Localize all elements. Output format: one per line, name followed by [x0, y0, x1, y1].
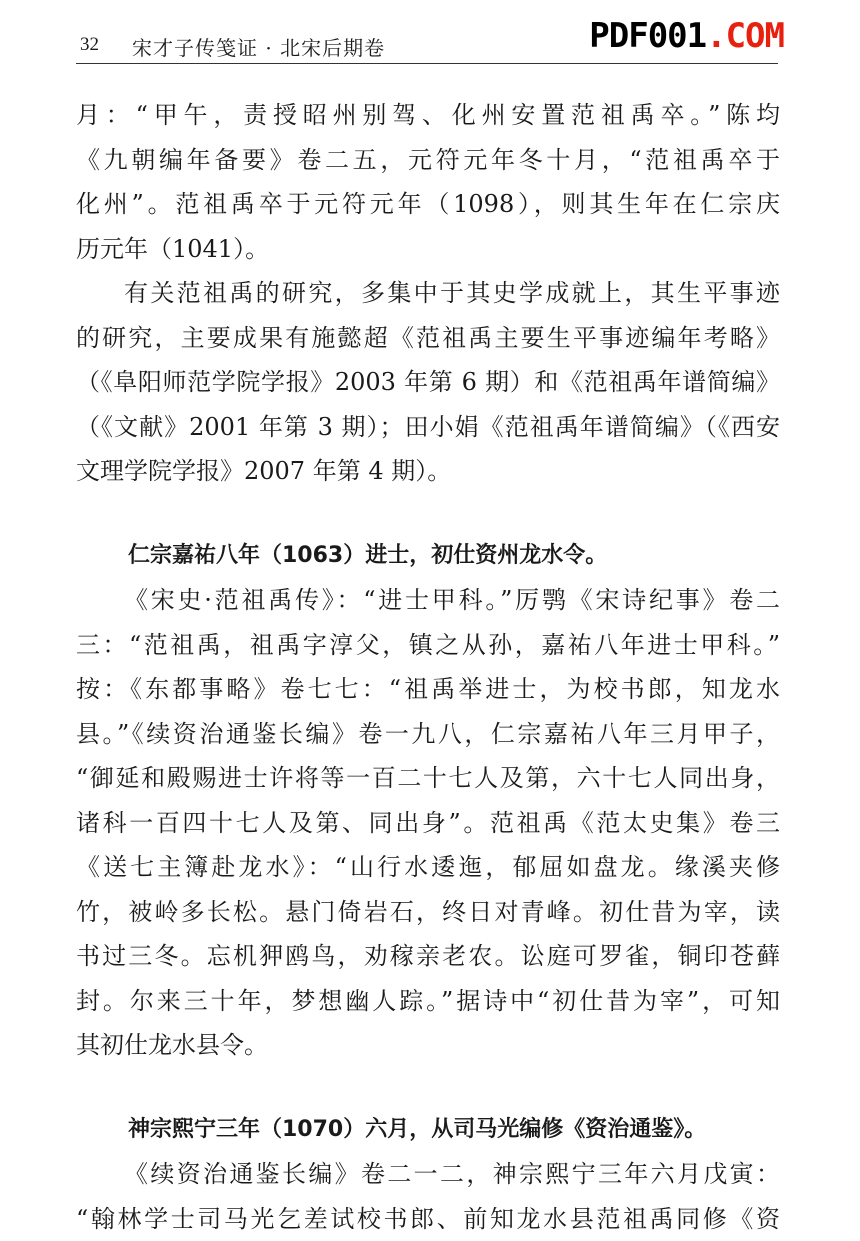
text-line: 书过三冬。忘机狎鸥鸟，劝稼亲老农。讼庭可罗雀，铜印苍藓: [76, 934, 780, 979]
text-line: 诸科一百四十七人及第、同出身”。范祖禹《范太史集》卷三: [76, 801, 780, 846]
text-line: 有关范祖禹的研究，多集中于其史学成就上，其生平事迹: [76, 271, 780, 316]
section-heading: 神宗熙宁三年（1070）六月，从司马光编修《资治通鉴》。: [76, 1108, 780, 1153]
text-line: 文理学院学报》2007 年第 4 期）。: [76, 449, 780, 494]
text-line: 县。”《续资治通鉴长编》卷一九八，仁宗嘉祐八年三月甲子，: [76, 712, 780, 757]
text-line: 三：“范祖禹，祖禹字淳父，镇之从孙，嘉祐八年进士甲科。”: [76, 623, 780, 668]
page-header: [80, 30, 780, 66]
page-number: 32: [80, 34, 99, 56]
text-line: 其初仕龙水县令。: [76, 1023, 780, 1068]
text-line: 《续资治通鉴长编》卷二一二，神宗熙宁三年六月戊寅：: [76, 1152, 780, 1197]
watermark-logo: [589, 16, 784, 56]
page-body: [76, 93, 780, 1241]
text-line: 《送七主簿赴龙水》：“山行水逶迤，郁屈如盘龙。缘溪夹修: [76, 845, 780, 890]
text-line: 历元年（1041）。: [76, 227, 780, 272]
text-line: 化州”。范祖禹卒于元符元年（1098），则其生年在仁宗庆: [76, 182, 780, 227]
text-line: 《九朝编年备要》卷二五，元符元年冬十月，“范祖禹卒于: [76, 138, 780, 183]
text-line: “御延和殿赐进士许将等一百二十七人及第，六十七人同出身，: [76, 756, 780, 801]
text-line: “翰林学士司马光乞差试校书郎、前知龙水县范祖禹同修《资: [76, 1197, 780, 1241]
text-line: 月：“甲午，责授昭州别驾、化州安置范祖禹卒。”陈均: [76, 93, 780, 138]
watermark-main: PDF001: [589, 16, 706, 56]
watermark-suffix: .COM: [706, 16, 784, 56]
text-line: 按：《东都事略》卷七七：“祖禹举进士，为校书郎，知龙水: [76, 667, 780, 712]
section-heading: 仁宗嘉祐八年（1063）进士，初仕资州龙水令。: [76, 534, 780, 579]
text-line: 竹，被岭多长松。悬门倚岩石，终日对青峰。初仕昔为宰，读: [76, 890, 780, 935]
running-title: 宋才子传笺证 · 北宋后期卷: [132, 32, 385, 61]
header-rule: [76, 63, 778, 64]
text-line: 《宋史·范祖禹传》：“进士甲科。”厉鹗《宋诗纪事》卷二: [76, 578, 780, 623]
text-line: 的研究，主要成果有施懿超《范祖禹主要生平事迹编年考略》: [76, 316, 780, 361]
text-line: （《阜阳师范学院学报》2003 年第 6 期）和《范祖禹年谱简编》: [76, 360, 780, 405]
text-line: （《文献》2001 年第 3 期）；田小娟《范祖禹年谱简编》（《西安: [76, 405, 780, 450]
text-line: 封。尔来三十年，梦想幽人踪。”据诗中“初仕昔为宰”，可知: [76, 979, 780, 1024]
